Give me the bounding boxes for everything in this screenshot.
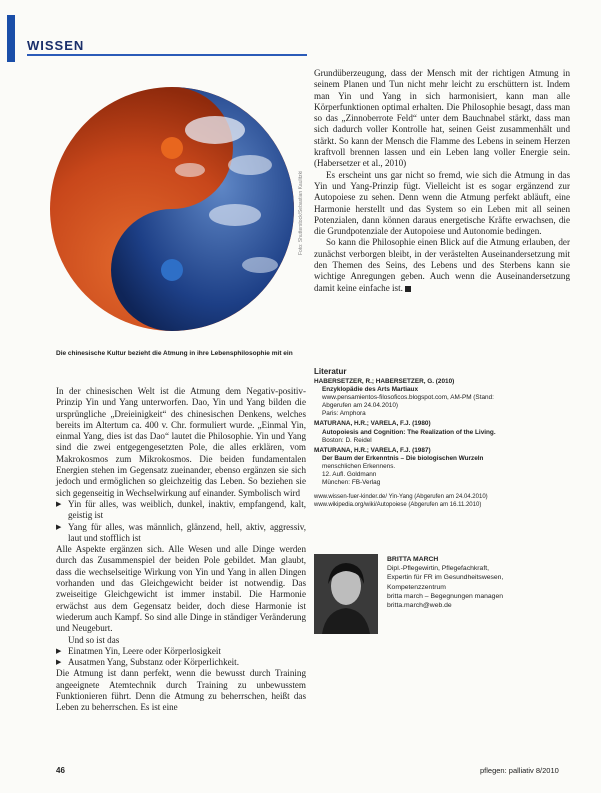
right-column [314,68,570,294]
bullet-list [56,499,306,544]
author-photo [314,554,378,634]
section-color-bar [7,15,15,62]
bullet-exhale: ▶ Ausatmen Yang, Substanz oder Körperlichkeit. [56,657,306,668]
intro-paragraph: In der chinesischen Welt ist die Atmung dem Negativ-positiv-Prinzip Yin und Yang unterworfen. Dao, Yin und Yang bilden die ursprüngliche „Dreieinigkeit“ des chinesischen Denkens, welches bereits im Altertum ca. 400 v. Chr. formuliert wurde. „Einmal Yin, einmal Yang, dies ist das Dao“ lautet die Philosophie. Yin und Yang sind die zwei entgegengesetzten Pole, die alles erklären, vom Makrokosmos zum Mikrokosmos. Die beiden fundamentalen Energien stehen im Gegensatz zueinander, ebenso ergänzen sie sich jedoch und ermöglichen so gleichzeitig das Leben. So beziehen sie sich gegenseitig in Wechselwirkung auf einander. Symbolisch wird [56,386,306,498]
middle-paragraph: Alle Aspekte ergänzen sich. Alle Wesen und alle Dinge werden durch das Zusammenspiel der beiden Pole gebildet. Man glaubt, dass die wechselseitige Wirkung von Yin und Yang in allen Dingen vorhanden und das Gleichgewicht beider ist notwendig. Das zweiseitige Gleichgewicht ist immer instabil. Die Harmonie erwächst aus dem Gegensatz beider, doch diese Harmonie ist wiederum auch Kampf. So sind alle Dinge in ständiger Veränderung und Neugeburt. [56,544,306,634]
lead-in: Und so ist das [68,634,120,645]
web-source: www.wissen-fuer-kinder.de/ Yin-Yang (Abgerufen am 24.04.2010) [314,494,488,501]
author-name: BRITTA MARCH [387,556,439,563]
literature-entry: HABERSETZER, R.; HABERSETZER, G. (2010) Enzyklopädie des Arts Martiaux www.pensamientos-filosoficos.blogspot.com, AM-PM (Stand: Abgerufen am 24.04.2010) Paris: Amphora [314,378,494,418]
yin-dot [161,259,183,281]
author-email[interactable]: britta.march@web.de [387,602,452,610]
author-line: britta march – Begegnungen managen [387,592,504,600]
section-label: WISSEN [27,38,85,53]
figure-caption: Die chinesische Kultur bezieht die Atmung in ihre Lebensphilosophie mit ein [56,350,293,357]
web-source: www.wikipedia.org/wiki/Autopoiese (Abgerufen am 16.11.2010) [314,502,482,509]
publication-name: pflegen: palliativ 8/2010 [480,766,559,775]
left-column [56,386,306,714]
bullet-inhale: ▶ Einatmen Yin, Leere oder Körperlosigkeit [56,646,306,657]
author-info [387,555,587,610]
header-rule [27,54,307,56]
end-mark-icon [405,286,411,292]
bullet-yin: ▶ Yin für alles, was weiblich, dunkel, inaktiv, empfangend, kalt, geistig ist [56,499,306,522]
bullet-yang: ▶ Yang für alles, was männlich, glänzend, hell, aktiv, aggressiv, laut und stofflich ist [56,522,306,545]
literature-title: Literatur [314,367,347,376]
right-paragraph-1: Grundüberzeugung, dass der Mensch mit der richtigen Atmung in seinem Planen und Tun nicht mehr leicht zu erschüttern ist. Indem man Yin und Yang in sich harmonisiert, kann man alle Körperfunktionen optimal erhalten. Die Philosophie besagt, dass man so das „Zinnoberrote Feld“ unter dem Bauchnabel stärkt, dass man sich dadurch voller Kontrolle hat, seinen Geist zusammenhält und stärkt. So kann der Mensch die Flamme des Lebens in seinem Herzen kraftvoll brennen lassen und ein Leben lang voller Energie sein. (Habersetzer et al., 2010) [314,68,570,169]
page-number: 46 [56,766,65,775]
yin-yang-figure [50,75,300,340]
literature-entry: MATURANA, H.R.; VARELA, F.J. (1987) Der Baum der Erkenntnis – Die biologischen Wurzeln menschlichen Erkennens. 12. Aufl. Goldmann München: FB-Verlag [314,446,484,487]
right-paragraph-3: So kann die Philosophie einen Blick auf die Atmung erlauben, der zunächst verborgen bleibt, in der verästelten Auseinandersetzung mit den Themen des Seins, des Lebens und des Sterbens kann sie wichtige Anregungen geben. Auch wenn die Auseinandersetzung damit keine einfache ist. [314,237,570,293]
author-line: Dipl.-Pflegewirtin, Pflegefachkraft, [387,565,489,573]
literature-entry: MATURANA, H.R.; VARELA, F.J. (1980) Autopoiesis and Cognition: The Realization of the Living. Boston: D. Reidel [314,420,496,444]
closing-paragraph: Die Atmung ist dann perfekt, wenn die bewusst durch Training angeeignete Atemtechnik durch Training zu unbewusstem Funktionieren führt. Denn die Atmung zu beherrschen, heißt das Leben zu beherrschen. Es ist eine [56,668,306,713]
bullet-list-2 [56,646,306,669]
right-paragraph-2: Es erscheint uns gar nicht so fremd, wie sich die Atmung in das Yin und Yang-Prinzip fügt. Vielleicht ist es sogar ergänzend zur Autopoiese zu sehen. Denn wenn die Atmung perfekt abläuft, eine Harmonie herstellt und das System so ein Leben mit all seinen Potenzialen, dann können daraus energetische Kräfte erwachsen, die die Grundpotenziale der Autopoiese und Autonomie bedingen. [314,169,570,237]
author-line: Expertin für FR im Gesundheitswesen, [387,574,504,582]
yang-dot [161,137,183,159]
photo-credit: Foto: Shutterstock/Sebastian Kaulitzki [298,170,304,255]
literature-list [314,378,574,509]
author-line: Kompetenzzentrum [387,583,446,591]
